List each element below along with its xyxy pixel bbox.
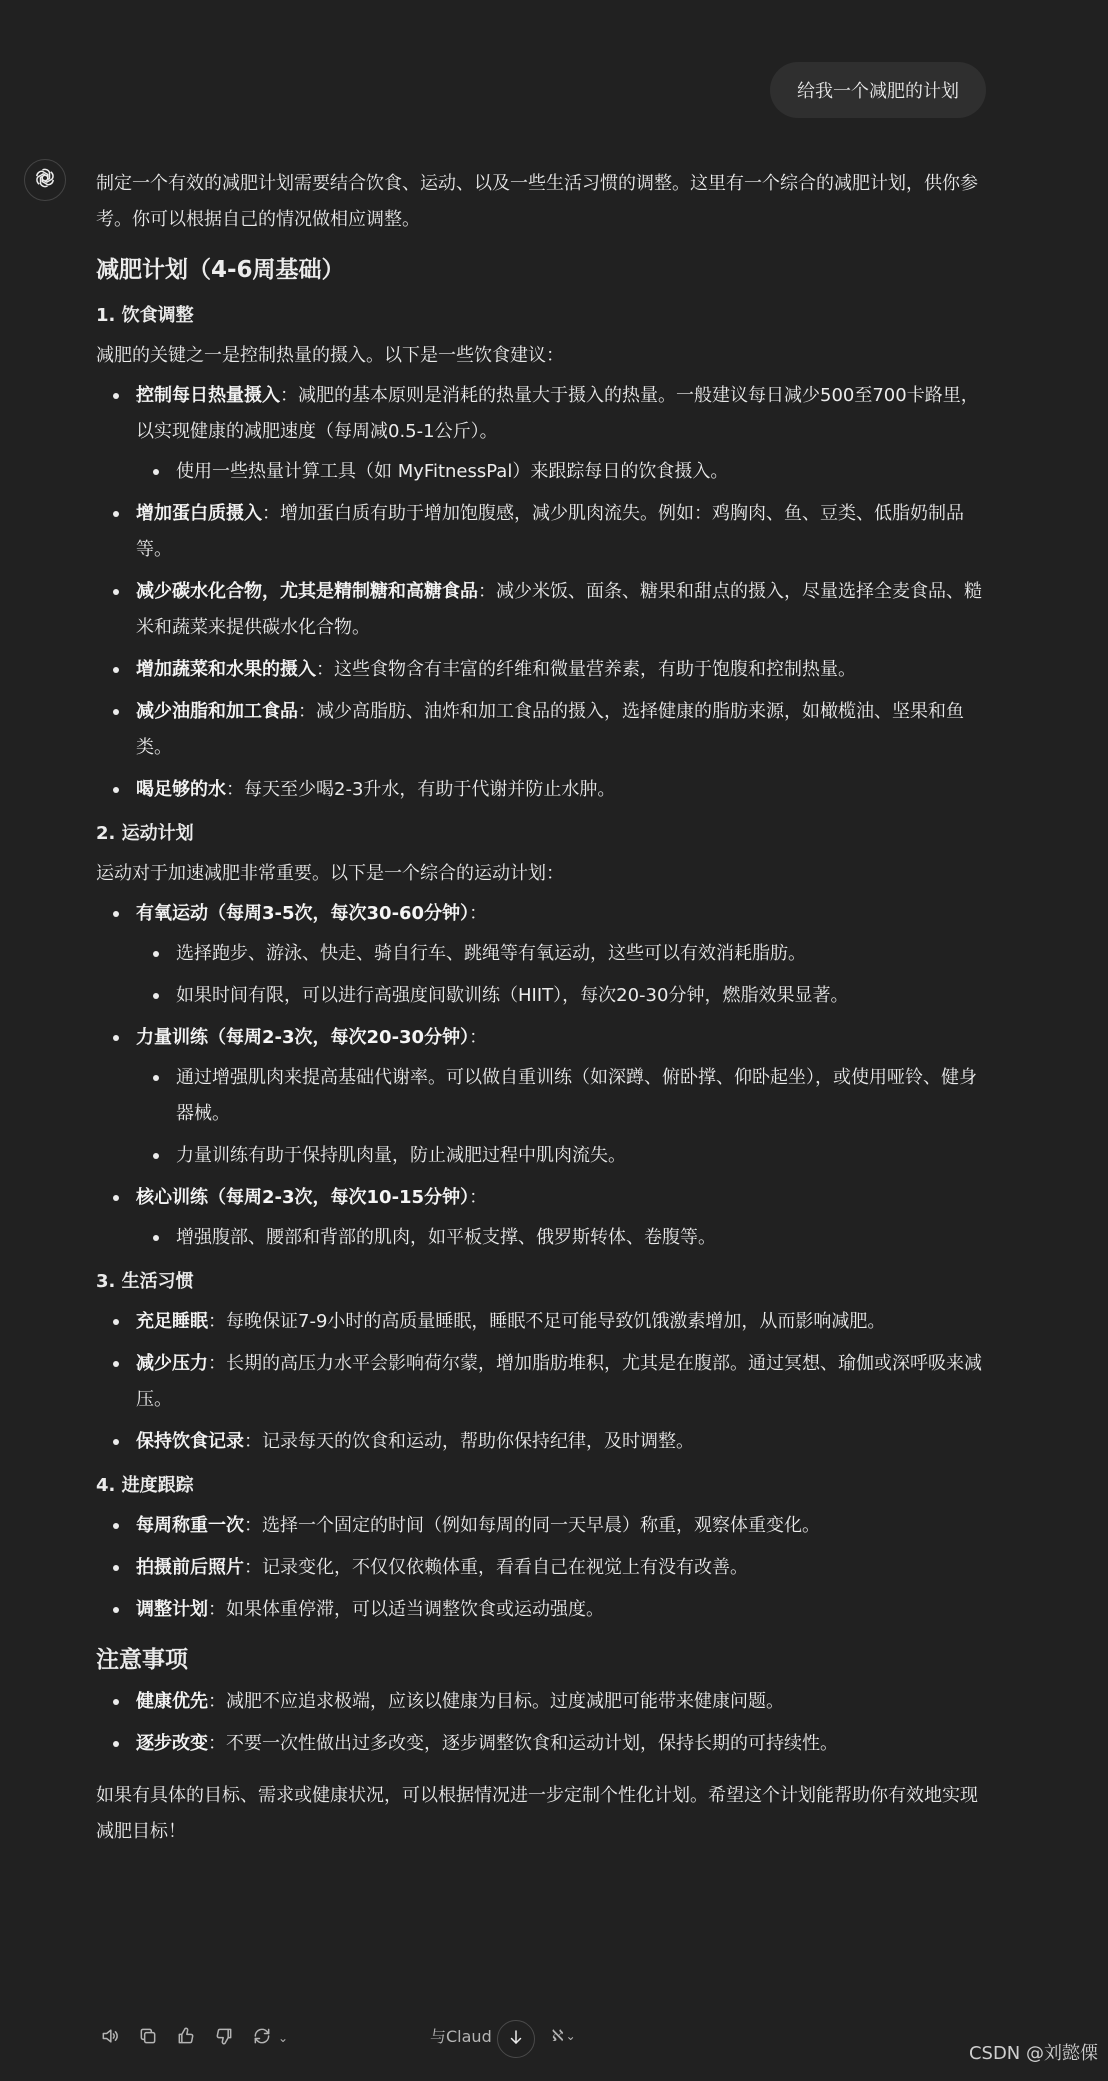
section-heading-tracking: 4. 进度跟踪 (96, 1475, 194, 1496)
list-item-bold: 减少碳水化合物，尤其是精制糖和高糖食品 (136, 581, 478, 602)
list-item (96, 1684, 986, 1720)
list-item-bold: 力量训练（每周2-3次，每次20-30分钟） (136, 1027, 470, 1048)
sub-list-item: 如果时间有限，可以进行高强度间歇训练（HIIT），每次20-30分钟，燃脂效果显著。 (136, 978, 986, 1014)
sub-list (136, 454, 986, 490)
list-item-text: ：如果体重停滞，可以适当调整饮食或运动强度。 (208, 1599, 604, 1620)
list-item-bold: 调整计划 (136, 1599, 208, 1620)
like-button[interactable] (172, 2024, 200, 2052)
habits-list (96, 1304, 986, 1460)
sub-list (136, 1060, 986, 1174)
diet-lead: 减肥的关键之一是控制热量的摄入。以下是一些饮食建议： (96, 345, 564, 366)
list-item-text: ： (469, 1027, 488, 1048)
message-action-toolbar (96, 2020, 288, 2056)
openai-logo-icon (33, 166, 57, 194)
sub-list (136, 1220, 986, 1256)
list-item (96, 1726, 986, 1762)
list-item-text: ：记录每天的饮食和运动，帮助你保持纪律，及时调整。 (244, 1431, 694, 1452)
user-message-bubble (770, 62, 986, 118)
sub-list-item: 使用一些热量计算工具（如 MyFitnessPal）来跟踪每日的饮食摄入。 (136, 454, 986, 490)
list-item-text: ：每天至少喝2-3升水，有助于代谢并防止水肿。 (226, 779, 616, 800)
list-item (96, 1304, 986, 1340)
read-aloud-button[interactable] (96, 2024, 124, 2052)
list-item-text: ：长期的高压力水平会影响荷尔蒙，增加脂肪堆积，尤其是在腹部。通过冥想、瑜伽或深呼吸来减压。 (136, 1353, 982, 1410)
list-item (96, 1550, 986, 1586)
list-item (96, 1508, 986, 1544)
list-item (96, 496, 986, 568)
chevron-down-icon: ⌄ (565, 2028, 576, 2043)
sub-list-item: 力量训练有助于保持肌肉量，防止减肥过程中肌肉流失。 (136, 1138, 986, 1174)
user-message-text: 给我一个减肥的计划 (797, 81, 959, 102)
model-switch-label: 与Claud (430, 2027, 492, 2046)
closing-paragraph: 如果有具体的目标、需求或健康状况，可以根据情况进一步定制个性化计划。希望这个计划能帮助你有效地实现减肥目标！ (96, 1785, 978, 1842)
plan-title: 减肥计划（4-6周基础） (96, 257, 345, 283)
exercise-list (96, 896, 986, 1256)
exercise-lead: 运动对于加速减肥非常重要。以下是一个综合的运动计划： (96, 863, 564, 884)
list-item-bold: 增加蛋白质摄入 (136, 503, 262, 524)
list-item-bold: 健康优先 (136, 1691, 208, 1712)
notes-title: 注意事项 (96, 1647, 188, 1673)
list-item-bold: 减少油脂和加工食品 (136, 701, 298, 722)
list-item-text: ：不要一次性做出过多改变，逐步调整饮食和运动计划，保持长期的可持续性。 (208, 1733, 838, 1754)
section-heading-diet: 1. 饮食调整 (96, 305, 194, 326)
speaker-icon (100, 2026, 120, 2050)
copy-button[interactable] (134, 2024, 162, 2052)
diet-list (96, 378, 986, 808)
list-item-bold: 逐步改变 (136, 1733, 208, 1754)
regenerate-icon (252, 2026, 272, 2050)
assistant-message (96, 166, 986, 1850)
regenerate-button[interactable] (248, 2024, 276, 2052)
dislike-button[interactable] (210, 2024, 238, 2052)
tracking-list (96, 1508, 986, 1628)
list-item-text: ：减少米饭、面条、糖果和甜点的摄入，尽量选择全麦食品、糙米和蔬菜来提供碳水化合物。 (136, 581, 982, 638)
scroll-down-button[interactable] (497, 2020, 535, 2058)
list-item-bold: 核心训练（每周2-3次，每次10-15分钟） (136, 1187, 470, 1208)
notes-list (96, 1684, 986, 1762)
list-item (96, 772, 986, 808)
sub-list-item: 增强腹部、腰部和背部的肌肉，如平板支撑、俄罗斯转体、卷腹等。 (136, 1220, 986, 1256)
list-item-text: ： (469, 903, 488, 924)
list-item (96, 896, 986, 1014)
list-item (96, 1592, 986, 1628)
section-heading-habits: 3. 生活习惯 (96, 1271, 194, 1292)
sub-list (136, 936, 986, 1014)
list-item (96, 652, 986, 688)
chevron-down-icon[interactable]: ⌄ (278, 2031, 289, 2045)
sub-list-item: 通过增强肌肉来提高基础代谢率。可以做自重训练（如深蹲、俯卧撑、仰卧起坐），或使用哑铃、健身器械。 (136, 1060, 986, 1132)
list-item-text: ： (469, 1187, 488, 1208)
list-item-text: ：减肥的基本原则是消耗的热量大于摄入的热量。一般建议每日减少500至700卡路里，以实现健康的减肥速度（每周减0.5-1公斤）。 (136, 385, 979, 442)
thumbs-down-icon (214, 2026, 234, 2050)
list-item-bold: 控制每日热量摄入 (136, 385, 280, 406)
intro-paragraph: 制定一个有效的减肥计划需要结合饮食、运动、以及一些生活习惯的调整。这里有一个综合的减肥计划，供你参考。你可以根据自己的情况做相应调整。 (96, 173, 978, 230)
list-item-text: ：减少高脂肪、油炸和加工食品的摄入，选择健康的脂肪来源，如橄榄油、坚果和鱼类。 (136, 701, 964, 758)
list-item (96, 1346, 986, 1418)
assistant-avatar (24, 159, 66, 201)
sub-list-item: 选择跑步、游泳、快走、骑自行车、跳绳等有氧运动，这些可以有效消耗脂肪。 (136, 936, 986, 972)
arrow-down-icon (507, 2028, 525, 2050)
list-item-text: ：这些食物含有丰富的纤维和微量营养素，有助于饱腹和控制热量。 (316, 659, 856, 680)
list-item (96, 694, 986, 766)
list-item-text: ：每晚保证7-9小时的高质量睡眠，睡眠不足可能导致饥饿激素增加，从而影响减肥。 (208, 1311, 886, 1332)
list-item-text: ：记录变化，不仅仅依赖体重，看看自己在视觉上有没有改善。 (244, 1557, 748, 1578)
list-item-text: ：增加蛋白质有助于增加饱腹感，减少肌肉流失。例如：鸡胸肉、鱼、豆类、低脂奶制品等。 (136, 503, 964, 560)
list-item-bold: 充足睡眠 (136, 1311, 208, 1332)
list-item (96, 1180, 986, 1256)
list-item-text: ：选择一个固定的时间（例如每周的同一天早晨）称重，观察体重变化。 (244, 1515, 820, 1536)
list-item-text: ：减肥不应追求极端，应该以健康为目标。过度减肥可能带来健康问题。 (208, 1691, 784, 1712)
list-item (96, 574, 986, 646)
watermark: CSDN @刘懿傈 (968, 2043, 1098, 2064)
list-item-bold: 每周称重一次 (136, 1515, 244, 1536)
list-item (96, 1424, 986, 1460)
copy-icon (138, 2026, 158, 2050)
list-item-bold: 增加蔬菜和水果的摄入 (136, 659, 316, 680)
list-item (96, 1020, 986, 1174)
thumbs-up-icon (176, 2026, 196, 2050)
model-switch-trailing: ℵ (551, 2026, 564, 2045)
list-item-bold: 拍摄前后照片 (136, 1557, 244, 1578)
list-item-bold: 有氧运动（每周3-5次，每次30-60分钟） (136, 903, 470, 924)
list-item-bold: 喝足够的水 (136, 779, 226, 800)
list-item-bold: 减少压力 (136, 1353, 208, 1374)
list-item (96, 378, 986, 490)
list-item-bold: 保持饮食记录 (136, 1431, 244, 1452)
section-heading-exercise: 2. 运动计划 (96, 823, 194, 844)
